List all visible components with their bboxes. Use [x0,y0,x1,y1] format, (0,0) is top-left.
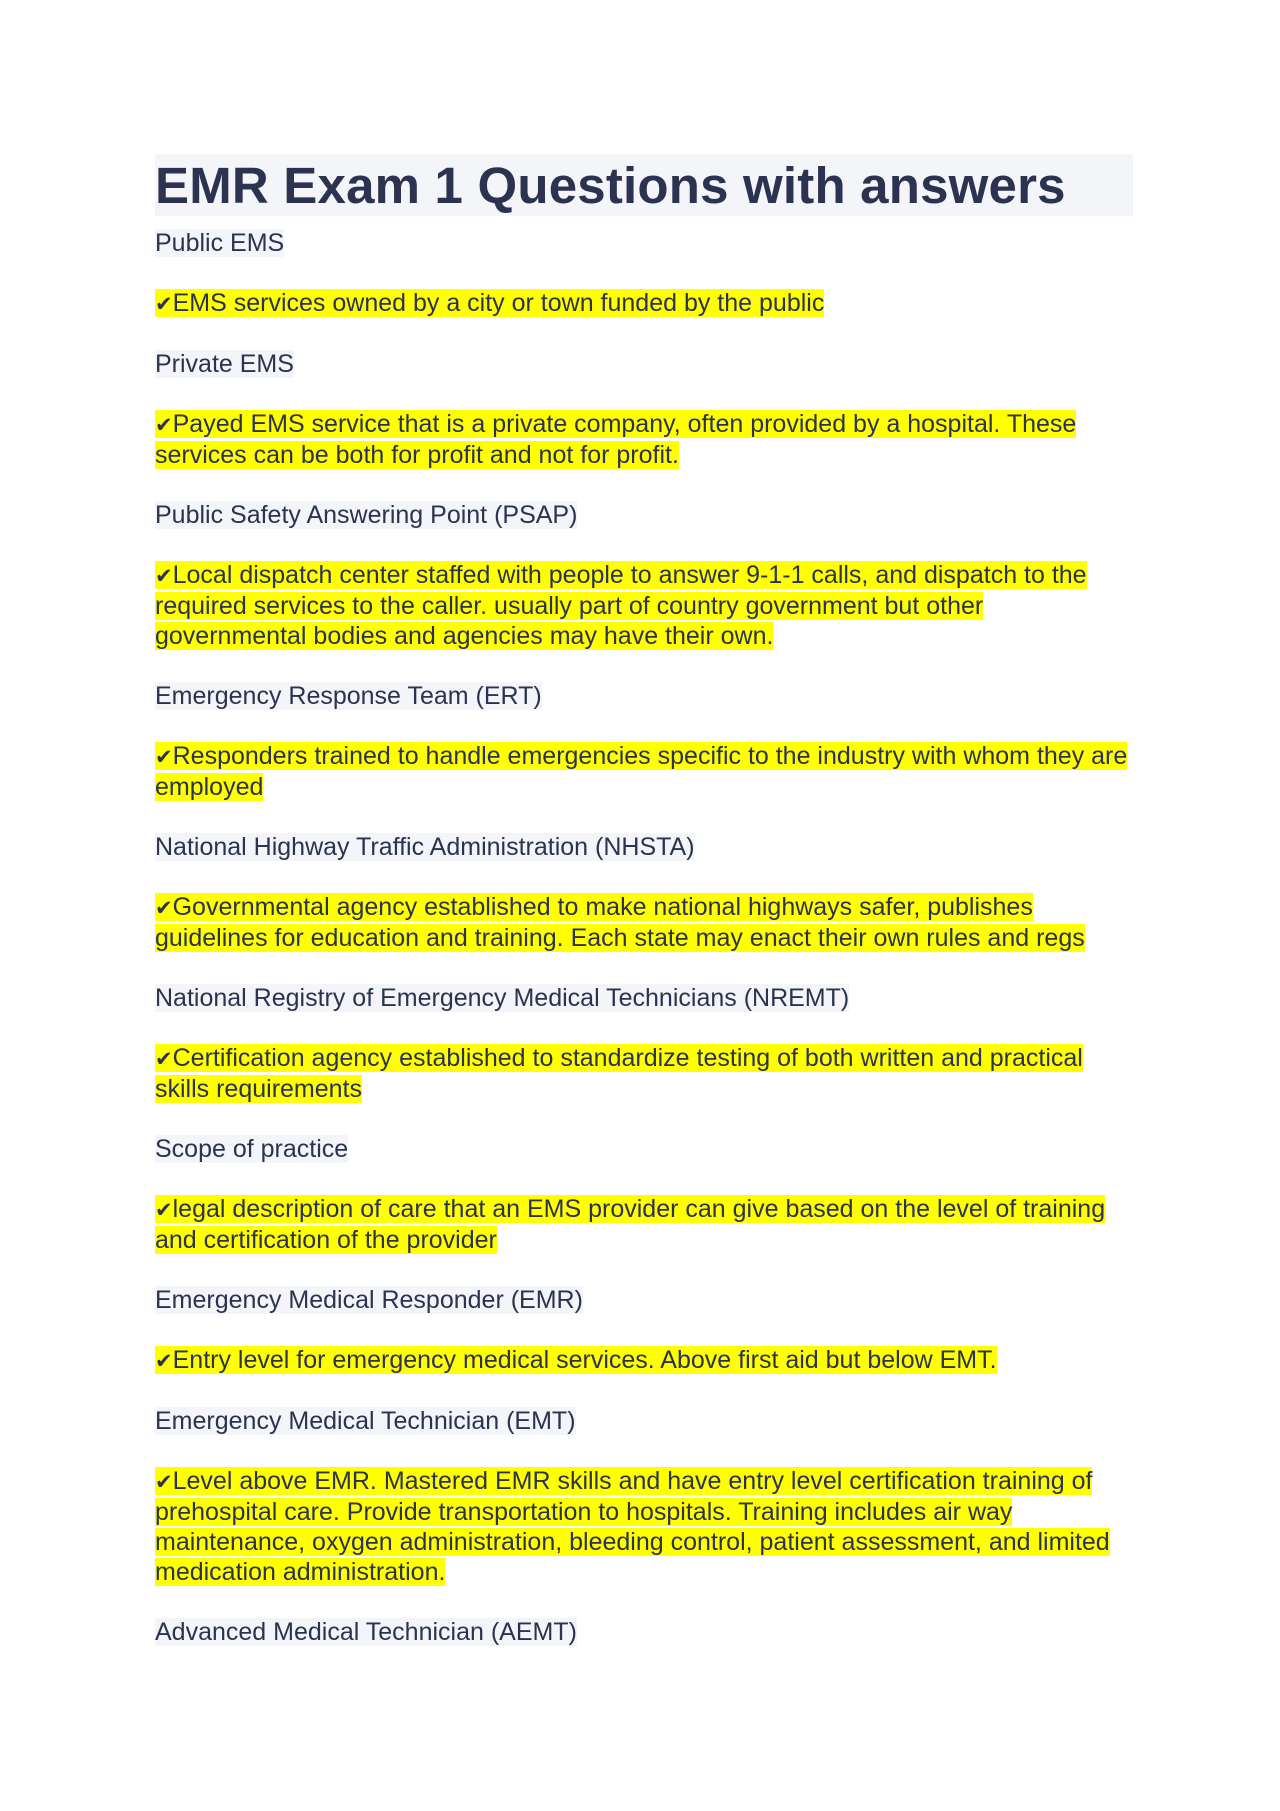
check-icon: ✔ [155,292,173,316]
answer-highlight [155,410,1076,469]
answer-definition [155,1194,1133,1255]
answer-highlight [155,1044,1083,1103]
qa-list [155,228,1133,1647]
question-term [155,681,1133,711]
question-text: Emergency Medical Technician (EMT) [155,1407,576,1435]
qa-entry [155,1406,1133,1587]
qa-entry [155,1285,1133,1376]
question-term [155,1285,1133,1315]
document-page [155,154,1133,1677]
answer-highlight [155,1195,1105,1254]
qa-entry [155,1617,1133,1647]
qa-entry [155,832,1133,953]
check-icon: ✔ [155,1349,173,1373]
check-icon: ✔ [155,1470,173,1494]
answer-highlight [155,893,1085,952]
answer-definition [155,1345,1133,1376]
answer-text: Responders trained to handle emergencies specific to the industry with whom they are employed [155,742,1128,801]
question-text: Private EMS [155,350,294,378]
question-text: Emergency Response Team (ERT) [155,682,542,710]
answer-text: Payed EMS service that is a private company, often provided by a hospital. These services can be both for profit and not for profit. [155,410,1077,469]
answer-highlight [155,1346,997,1374]
qa-entry [155,1134,1133,1255]
page-title: EMR Exam 1 Questions with answers [155,156,1066,214]
question-text: National Highway Traffic Administration (NHSTA) [155,833,695,861]
answer-definition [155,892,1133,953]
answer-definition [155,1466,1133,1587]
answer-text: Level above EMR. Mastered EMR skills and have entry level certification training of prehospital care. Provide transportation to hospitals. Training includes air way maintenance, oxygen administration, bleeding control, patient assessment, and limited medication administration. [155,1467,1110,1586]
question-text: Scope of practice [155,1135,349,1163]
answer-definition [155,560,1133,651]
title-banner [155,154,1133,216]
question-text: Public Safety Answering Point (PSAP) [155,501,578,529]
answer-highlight [155,742,1127,801]
qa-entry [155,500,1133,651]
check-icon: ✔ [155,1198,173,1222]
answer-definition [155,1043,1133,1104]
question-term [155,832,1133,862]
qa-entry [155,228,1133,319]
answer-definition [155,741,1133,802]
answer-highlight [155,561,1087,650]
question-term [155,1406,1133,1436]
answer-text: Entry level for emergency medical services. Above first aid but below EMT. [172,1346,997,1374]
qa-entry [155,681,1133,802]
question-text: Emergency Medical Responder (EMR) [155,1286,583,1314]
question-term [155,1617,1133,1647]
check-icon: ✔ [155,413,173,437]
qa-entry [155,983,1133,1104]
check-icon: ✔ [155,564,173,588]
answer-text: Governmental agency established to make national highways safer, publishes guidelines for education and training. Each state may enact their own rules and regs [155,893,1085,952]
check-icon: ✔ [155,745,173,769]
question-term [155,228,1133,258]
question-term [155,1134,1133,1164]
answer-definition [155,409,1133,470]
question-term [155,983,1133,1013]
question-text: Public EMS [155,229,285,257]
answer-definition [155,288,1133,319]
answer-highlight [155,1467,1110,1586]
question-term [155,500,1133,530]
question-term [155,349,1133,379]
question-text: National Registry of Emergency Medical Technicians (NREMT) [155,984,850,1012]
answer-text: Local dispatch center staffed with people to answer 9-1-1 calls, and dispatch to the required services to the caller. usually part of country government but other governmental bodies and agencies may have their own. [155,561,1087,650]
answer-text: Certification agency established to standardize testing of both written and practical skills requirements [155,1044,1083,1103]
answer-text: legal description of care that an EMS provider can give based on the level of training and certification of the provider [155,1195,1106,1254]
check-icon: ✔ [155,1047,173,1071]
answer-text: EMS services owned by a city or town funded by the public [172,289,825,317]
question-text: Advanced Medical Technician (AEMT) [155,1618,577,1646]
qa-entry [155,349,1133,470]
answer-highlight [155,289,824,317]
check-icon: ✔ [155,896,173,920]
